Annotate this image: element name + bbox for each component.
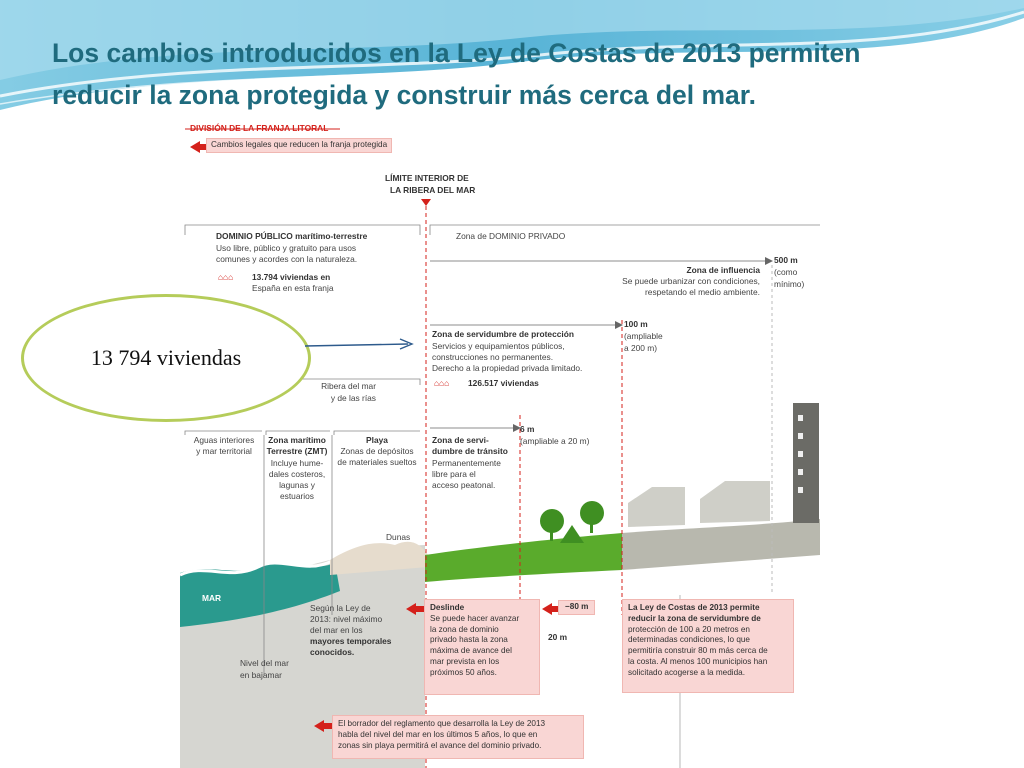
public-domain-count-1: 13.794 viviendas en bbox=[252, 272, 331, 282]
callout-arrow-icon bbox=[300, 330, 420, 360]
ley-costas-note bbox=[622, 599, 794, 693]
public-domain-desc-2: comunes y acordes con la naturaleza. bbox=[216, 254, 358, 264]
law2013-line-3: del mar en los bbox=[310, 625, 363, 635]
ley-note-line-4: determinadas condiciones, lo que bbox=[628, 635, 750, 645]
beach-title: Playa bbox=[366, 435, 388, 445]
borrador-line-3: zonas sin playa permitirá el avance del dominio privado. bbox=[338, 740, 542, 750]
tall-building bbox=[793, 403, 819, 523]
sea-label: MAR bbox=[202, 593, 222, 603]
influence-desc-2: respetando el medio ambiente. bbox=[645, 287, 760, 297]
land-shape bbox=[622, 519, 820, 570]
deslinde-line-1: Se puede hacer avanzar bbox=[430, 613, 520, 623]
zmt-title-1: Zona marítimo bbox=[268, 435, 326, 445]
grass-shape bbox=[425, 533, 622, 582]
servitude-desc-1: Servicios y equipamientos públicos, bbox=[432, 341, 565, 351]
dunes-label: Dunas bbox=[386, 532, 411, 542]
deslinde-arrow-icon bbox=[406, 603, 416, 615]
limit-label-2: LA RIBERA DEL MAR bbox=[390, 185, 476, 195]
deslinde-line-3: privado hasta la zona bbox=[430, 635, 508, 645]
zmt-desc-3: lagunas y bbox=[279, 480, 315, 490]
ribera-line-1: Ribera del mar bbox=[321, 381, 376, 391]
slide-title bbox=[52, 32, 982, 116]
public-domain-count-2: España en esta franja bbox=[252, 283, 334, 293]
transit-distance-2: (ampliable a 20 m) bbox=[520, 436, 590, 446]
law2013-line-1: Según la Ley de bbox=[310, 603, 371, 613]
servitude-desc-3: Derecho a la propiedad privada limitado. bbox=[432, 363, 583, 373]
servitude-distance-3: a 200 m) bbox=[624, 343, 658, 353]
ley-note-line-5: permitiría construir 80 m más cerca de bbox=[628, 646, 768, 656]
influence-distance-2: (como bbox=[774, 267, 798, 277]
public-domain-desc-1: Uso libre, público y gratuito para usos bbox=[216, 243, 357, 253]
zmt-desc-1: Incluye hume- bbox=[270, 458, 324, 468]
influence-desc-1: Se puede urbanizar con condiciones, bbox=[622, 276, 760, 286]
slide-title-line-1: Los cambios introducidos en la Ley de Costas de 2013 permiten bbox=[52, 38, 861, 68]
house-1 bbox=[628, 487, 685, 527]
minus80-label: −80 m bbox=[558, 600, 595, 615]
deslinde-line-4: máxima de avance del bbox=[430, 646, 512, 656]
influence-distance-1: 500 m bbox=[774, 255, 798, 265]
minus80-arrow-icon bbox=[542, 603, 552, 615]
tent bbox=[560, 525, 584, 543]
transit-desc-2: libre para el bbox=[432, 469, 476, 479]
servitude-distance-2: (ampliable bbox=[624, 331, 663, 341]
servitude-desc-2: construcciones no permanentes. bbox=[432, 352, 554, 362]
beach-desc-2: de materiales sueltos bbox=[337, 457, 417, 467]
ley-note-line-7: solicitado acogerse a la medida. bbox=[628, 667, 745, 677]
ley-note-line-2: reducir la zona de servidumbre de bbox=[628, 613, 761, 623]
transit-distance-1: 6 m bbox=[520, 424, 535, 434]
law2013-line-4: mayores temporales bbox=[310, 636, 392, 646]
ley-note-line-3: protección de 100 a 20 metros en bbox=[628, 624, 750, 634]
transit-title-2: dumbre de tránsito bbox=[432, 446, 508, 456]
zmt-desc-2: dales costeros, bbox=[268, 469, 326, 479]
influence-distance-3: mínimo) bbox=[774, 279, 805, 289]
coastal-strip-infographic bbox=[180, 115, 820, 768]
zmt-title-2: Terrestre (ZMT) bbox=[266, 446, 328, 456]
callout-text: 13 794 viviendas bbox=[90, 345, 242, 370]
servitude-title: Zona de servidumbre de protección bbox=[432, 329, 574, 339]
public-domain-title: DOMINIO PÚBLICO marítimo-terrestre bbox=[216, 231, 368, 241]
transit-desc-1: Permanentemente bbox=[432, 458, 501, 468]
beach-desc-1: Zonas de depósitos bbox=[340, 446, 414, 456]
servitude-count: 126.517 viviendas bbox=[468, 378, 539, 388]
ley-note-line-6: la costa. Al menos 100 municipios han bbox=[628, 656, 768, 666]
influence-title: Zona de influencia bbox=[686, 265, 760, 275]
deslinde-title: Deslinde bbox=[430, 603, 465, 612]
legend-note: Cambios legales que reducen la franja protegida bbox=[206, 138, 392, 153]
law2013-line-5: conocidos. bbox=[310, 647, 355, 657]
ribera-line-2: y de las rías bbox=[330, 393, 376, 403]
private-domain-title: Zona de DOMINIO PRIVADO bbox=[456, 231, 566, 241]
borrador-line-1: El borrador del reglamento que desarrolla la Ley de 2013 bbox=[338, 719, 546, 728]
transit-title-1: Zona de servi- bbox=[432, 435, 489, 445]
servitude-distance-1: 100 m bbox=[624, 319, 648, 329]
deslinde-note bbox=[424, 599, 540, 695]
borrador-note bbox=[332, 715, 584, 759]
borrador-line-2: habla del nivel del mar en los últimos 5 años, lo que en bbox=[338, 729, 538, 739]
limit-marker bbox=[421, 199, 431, 206]
low-tide-line-2: en bajamar bbox=[240, 670, 282, 680]
house-2 bbox=[700, 481, 770, 523]
house-icons-2: ⌂⌂⌂ bbox=[434, 378, 450, 388]
waters-line-2: y mar territorial bbox=[196, 446, 252, 456]
limit-label-1: LÍMITE INTERIOR DE bbox=[385, 173, 469, 183]
viviendas-callout bbox=[21, 294, 311, 422]
infographic-heading: DIVISIÓN DE LA FRANJA LITORAL bbox=[190, 123, 329, 133]
deslinde-line-6: próximos 50 años. bbox=[430, 667, 497, 677]
house-icons-1: ⌂⌂⌂ bbox=[218, 272, 234, 282]
low-tide-line-1: Nivel del mar bbox=[240, 658, 289, 668]
legend-arrow-icon bbox=[190, 141, 200, 153]
deslinde-line-5: mar prevista en los bbox=[430, 656, 500, 666]
law2013-line-2: 2013: nivel máximo bbox=[310, 614, 383, 624]
ley-note-line-1: La Ley de Costas de 2013 permite bbox=[628, 603, 760, 612]
twenty-meters-label: 20 m bbox=[548, 632, 568, 642]
transit-desc-3: acceso peatonal. bbox=[432, 480, 496, 490]
waters-line-1: Aguas interiores bbox=[193, 435, 255, 445]
slide-title-line-2: reducir la zona protegida y construir más cerca del mar. bbox=[52, 80, 756, 110]
zmt-desc-4: estuarios bbox=[280, 491, 314, 501]
borrador-arrow-icon bbox=[314, 720, 324, 732]
deslinde-line-2: la zona de dominio bbox=[430, 624, 499, 634]
